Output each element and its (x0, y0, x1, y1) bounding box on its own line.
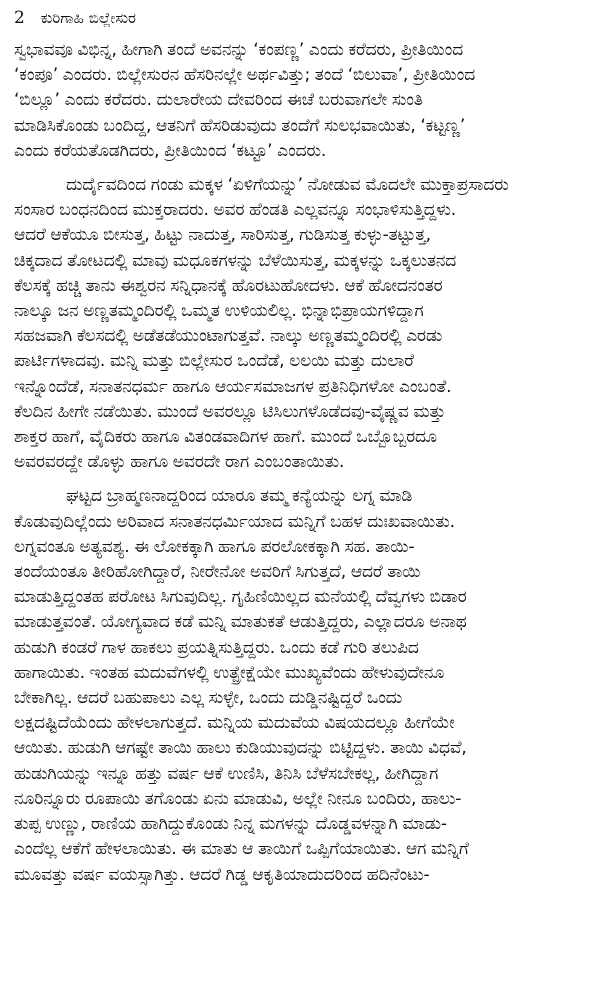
text-line: ಎಂದು ಕರೆಯತೊಡಗಿದರು, ಪ್ರೀತಿಯಿಂದ ‘ಕಟ್ಟೂ’ ಎಂದರು. (14, 140, 327, 161)
paragraph (14, 38, 586, 164)
text-line: ಸಂಸಾರ ಬಂಧನದಿಂದ ಮುಕ್ತರಾದರು. ಅವರ ಹೆಂಡತಿ ಎಲ್ಲವನ್ನೂ ಸಂಭಾಳಿಸುತ್ತಿದ್ದಳು. (14, 200, 457, 221)
text-line: ಹುಡುಗಿ ಕಂಡರೆ ಗಾಳ ಹಾಕಲು ಪ್ರಯತ್ನಿಸುತ್ತಿದ್ದರು. ಒಂದು ಕಡೆ ಗುರಿ ತಲುಪಿದ (14, 637, 419, 658)
text-line: ಆದರೆ ಆಕೆಯೂ ಬೀಸುತ್ತ, ಹಿಟ್ಟು ನಾದುತ್ತ, ಸಾರಿಸುತ್ತ, ಗುಡಿಸುತ್ತ ಕುಳ್ಳು-ತಟ್ಟುತ್ತ, (14, 225, 431, 246)
text-line: ಕೆಲದಿನ ಹೀಗೇ ನಡೆಯಿತು. ಮುಂದೆ ಅವರಲ್ಲೂ ಟಿಸಿಲುಗಳೊಡೆದವು-ವೈಷ್ಣವ ಮತ್ತು (14, 401, 446, 422)
text-line: ಲಕ್ಷದಷ್ಟಿದೆಯೆಂದು ಹೇಳಲಾಗುತ್ತದೆ. ಮನ್ನಿಯ ಮದುವೆಯ ವಿಷಯದಲ್ಲೂ ಹೀಗೆಯೇ (14, 713, 455, 734)
text-line: ಹುಡುಗಿಯನ್ನು ಇನ್ನೂ ಹತ್ತು ವರ್ಷ ಆಕೆ ಉಣಿಸಿ, ತಿನಿಸಿ ಬೆಳೆಸಬೇಕಲ್ಲ, ಹೀಗಿದ್ದಾಗ (14, 763, 439, 784)
text-line: ಅವರವರದ್ದೇ ಡೊಳ್ಳು ಹಾಗೂ ಅವರದೇ ರಾಗ ಎಂಬಂತಾಯಿತು. (14, 452, 345, 473)
text-line: ಮೂವತ್ತು ವರ್ಷ ವಯಸ್ಸಾಗಿತ್ತು. ಆದರೆ ಗಿಡ್ಡ ಆಕೃತಿಯಾದುದರಿಂದ ಹದಿನೆಂಟು- (14, 864, 430, 885)
text-line: ಮಾಡುತ್ತವಂತೆ. ಯೋಗ್ಯವಾದ ಕಡೆ ಮನ್ನಿ ಮಾತುಕತೆ ಆಡುತ್ತಿದ್ದರು, ಎಲ್ಲಾದರೂ ಅನಾಥ (14, 612, 467, 633)
text-line: ನೂರಿನ್ನೂರು ರೂಪಾಯಿ ತಗೊಂಡು ಏನು ಮಾಡುವಿ, ಅಲ್ಲೇ ನೀನೂ ಬಂದಿರು, ಹಾಲು- (14, 788, 462, 809)
body-text (14, 38, 586, 888)
text-line: ಶಾಕ್ತರ ಹಾಗೆ, ವೈದಿಕರು ಹಾಗೂ ವಿತಂಡವಾದಿಗಳ ಹಾಗೆ. ಮುಂದೆ ಒಬ್ಬೊಬ್ಬರದೂ (14, 427, 437, 448)
text-line: ತಂದೆಯಂತೂ ತೀರಿಹೋಗಿದ್ದಾರೆ, ನೀರೇನೋ ಅವರಿಗೆ ಸಿಗುತ್ತದೆ, ಆದರೆ ತಾಯಿ (14, 562, 421, 583)
text-line: ಆಯಿತು. ಹುಡುಗಿ ಆಗಷ್ಟೇ ತಾಯಿ ಹಾಲು ಕುಡಿಯುವುದನ್ನು ಬಿಟ್ಟಿದ್ದಳು. ತಾಯಿ ವಿಧವೆ, (14, 738, 467, 759)
page-header (14, 8, 586, 32)
text-line: ಇನ್ನೊಂದೆಡೆ, ಸನಾತನಧರ್ಮ ಹಾಗೂ ಆರ್ಯಸಮಾಜಗಳ ಪ್ರತಿನಿಧಿಗಳೋ ಎಂಬಂತೆ. (14, 376, 452, 397)
text-line: ತುಪ್ಪ ಉಣ್ಣು, ರಾಣಿಯ ಹಾಗಿದ್ದುಕೊಂಡು ನಿನ್ನ ಮಗಳನ್ನು ದೊಡ್ಡವಳನ್ನಾಗಿ ಮಾಡು- (14, 814, 447, 835)
running-title: ಕುರಿಗಾಹಿ ಬಿಲ್ಲೇಸುರ (40, 9, 136, 27)
text-line: ಬೇಕಾಗಿಲ್ಲ. ಆದರೆ ಬಹುಪಾಲು ಎಲ್ಲ ಸುಳ್ಳೇ, ಒಂದು ದುಡ್ಡಿನಷ್ಟಿದ್ದರೆ ಒಂದು (14, 688, 403, 709)
text-line: ಹಾಗಾಯಿತು. ಇಂತಹ ಮದುವೆಗಳಲ್ಲಿ ಉತ್ಪ್ರೇಕ್ಷೆಯೇ ಮುಖ್ಯವೆಂದು ಹೇಳುವುದೇನೂ (14, 662, 445, 683)
text-line: ನಾಲ್ಕೂ ಜನ ಅಣ್ಣತಮ್ಮಂದಿರಲ್ಲಿ ಒಮ್ಮತ ಉಳಿಯಲಿಲ್ಲ. ಭಿನ್ನಾಭಿಪ್ರಾಯಗಳಿದ್ದಾಗ (14, 301, 424, 322)
text-line: ಮಾಡಿಸಿಕೊಂಡು ಬಂದಿದ್ದ, ಆತನಿಗೆ ಹೆಸರಿಡುವುದು ತಂದೆಗೆ ಸುಲಭವಾಯಿತು, ‘ಕಟ್ಟಣ್ಣ’ (14, 115, 466, 136)
page-number: 2 (14, 8, 25, 28)
text-line: ಚಿಕ್ಕದಾದ ತೋಟದಲ್ಲಿ ಮಾವು ಮಧೂಕಗಳನ್ನು ಬೆಳೆಯಿಸುತ್ತ, ಮಕ್ಕಳನ್ನು ಒಕ್ಕಲುತನದ (14, 250, 457, 271)
text-line: ಕೆಲಸಕ್ಕೆ ಹಚ್ಚಿ ತಾನು ಈಶ್ವರನ ಸನ್ನಿಧಾನಕ್ಕೆ ಹೊರಟುಹೋದಳು. ಆಕೆ ಹೋದನಂತರ (14, 275, 443, 296)
text-line: ಪಾರ್ಟಿಗಳಾದವು. ಮನ್ನಿ ಮತ್ತು ಬಿಲ್ಲೇಸುರ ಒಂದೆಡೆ, ಲಲಯಿ ಮತ್ತು ದುಲಾರೆ (14, 351, 414, 372)
text-line: ‘ಕಂಪೂ’ ಎಂದರು. ಬಿಲ್ಲೇಸುರನ ಹೆಸರಿನಲ್ಲೇ ಅರ್ಥವಿತ್ತು; ತಂದೆ ‘ಬಿಲುವಾ’, ಪ್ರೀತಿಯಿಂದ (14, 65, 476, 86)
text-line: ಎಂದೆಲ್ಲ ಆಕೆಗೆ ಹೇಳಲಾಯಿತು. ಈ ಮಾತು ಆ ತಾಯಿಗೆ ಒಪ್ಪಿಗೆಯಾಯಿತು. ಆಗ ಮನ್ನಿಗೆ (14, 839, 469, 860)
text-line: ದುರ್ದೈವದಿಂದ ಗಂಡು ಮಕ್ಕಳ ‘ಏಳಿಗೆಯನ್ನು’ ನೋಡುವ ಮೊದಲೇ ಮುಕ್ತಾಪ್ರಸಾದರು (66, 175, 509, 196)
paragraph (14, 484, 586, 887)
text-line: ಕೊಡುವುದಿಲ್ಲೆಂದು ಅರಿವಾದ ಸನಾತನಧರ್ಮಿಯಾದ ಮನ್ನಿಗೆ ಬಹಳ ದುಃಖವಾಯಿತು. (14, 511, 455, 532)
text-line: ಸಹಜವಾಗಿ ಕೆಲಸದಲ್ಲಿ ಅಡೆತಡೆಯುಂಟಾಗುತ್ತವೆ. ನಾಲ್ಕು ಅಣ್ಣತಮ್ಮಂದಿರಲ್ಲಿ ಎರಡು (14, 326, 443, 347)
text-line: ‘ಬಿಲ್ಲೂ’ ಎಂದು ಕರೆದರು. ದುಲಾರೇಯ ದೇವರಿಂದ ಈಚೆ ಬರುವಾಗಲೇ ಸುಂತಿ (14, 90, 423, 111)
text-line: ಲಗ್ನವಂತೂ ಅತ್ಯವಶ್ಯ. ಈ ಲೋಕಕ್ಕಾಗಿ ಹಾಗೂ ಪರಲೋಕಕ್ಕಾಗಿ ಸಹ. ತಾಯಿ- (14, 536, 415, 557)
text-line: ಸ್ವಭಾವವೂ ವಿಭಿನ್ನ, ಹೀಗಾಗಿ ತಂದೆ ಅವನನ್ನು ‘ಕಂಪಣ್ಣ’ ಎಂದು ಕರೆದರು, ಪ್ರೀತಿಯಿಂದ (14, 40, 464, 60)
text-line: ಮಾಡುತ್ತಿದ್ದಂತಹ ಪರೋಟ ಸಿಗುವುದಿಲ್ಲ. ಗೃಹಿಣಿಯಿಲ್ಲದ ಮನೆಯಲ್ಲಿ ದೆವ್ವಗಳು ಬಿಡಾರ (14, 587, 467, 608)
text-line: ಘಟ್ಟದ ಬ್ರಾಹ್ಮಣನಾದ್ದರಿಂದ ಯಾರೂ ತಮ್ಮ ಕನ್ಯೆಯನ್ನು ಲಗ್ನ ಮಾಡಿ (66, 486, 413, 507)
paragraph (14, 173, 586, 475)
